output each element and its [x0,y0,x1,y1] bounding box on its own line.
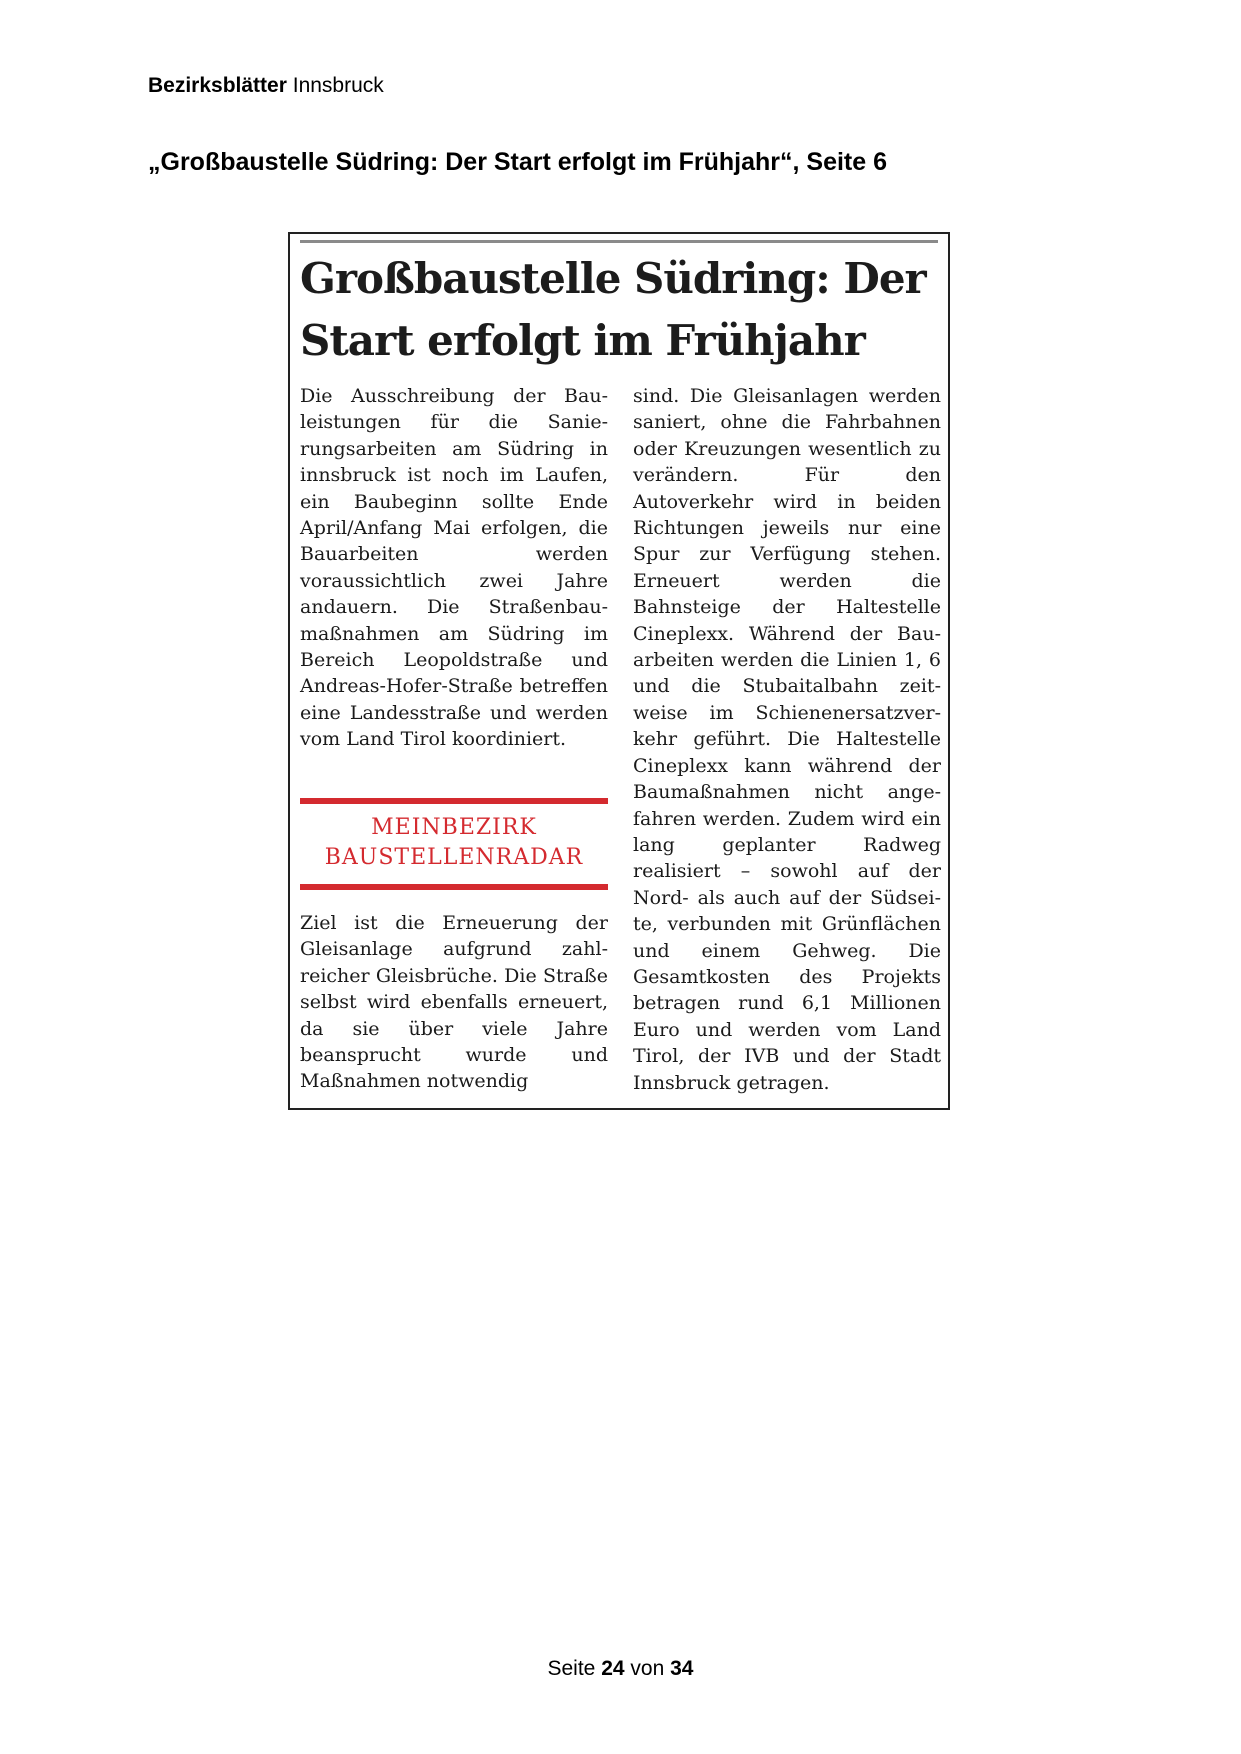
radar-bottom-rule [300,884,608,890]
page-header [148,74,384,98]
article-column-right: sind. Die Gleisanlagen werden saniert, ohne die Fahrbahnen oder Kreuzungen wesentlich zu verändern. Für den Autoverkehr wird in beiden Richtungen jeweils nur eine Spur zur Verfügung stehen. Erneuert werden die Bahnsteige der Haltestelle Cineplexx. Während der Bauarbeiten werden die Linien 1, 6 und die Stubaitalbahn zeitweise im Schienenersatzverkehr geführt. Die Haltestelle Cineplexx kann während der Baumaßnahmen nicht angefahren werden. Zudem wird ein lang geplanter Radweg realisiert – sowohl auf der Nord- als auch auf der Südseite, verbunden mit Grünflächen und einem Gehweg. Die Gesamtkosten des Projekts betragen rund 6,1 Millionen Euro und werden vom Land Tirol, der IVB und der Stadt Innsbruck getragen. [633,385,941,1094]
page-footer [0,1657,1241,1681]
clipping-top-rule [300,240,938,243]
footer-page-word: Seite [547,1657,596,1680]
article-column-left-top: Die Ausschreibung der Bauleistungen für die Sanierungsarbeiten am Südring in innsbruck ist noch im Laufen, ein Baubeginn sollte Ende April/Anfang Mai erfolgen, die Bauarbeiten werden voraussichtlich zwei Jahre andauern. Die Straßenbaumaßnahmen am Südring im Bereich Leopoldstraße und Andreas-Hofer-Straße betreffen eine Landesstraße und werden vom Land Tirol koordiniert. [300,385,608,751]
article-reference: „Großbaustelle Südring: Der Start erfolgt im Frühjahr“, Seite 6 [148,148,888,176]
newspaper-clipping [288,232,950,1110]
clipping-headline: Großbaustelle Südring: Der Start erfolgt im Frühjahr [300,254,926,365]
radar-top-rule [300,798,608,804]
footer-current-page: 24 [601,1657,625,1680]
footer-total-pages: 34 [670,1657,694,1680]
radar-label-line2: BAUSTELLENRADAR [324,845,584,870]
publication-region: Innsbruck [292,74,384,97]
footer-of-word: von [630,1657,665,1680]
radar-label-line1: MEINBEZIRK [371,815,537,840]
baustellenradar-box [300,798,608,890]
publication-name: Bezirksblätter [148,74,287,97]
article-column-left-bottom: Ziel ist die Erneuerung der Gleisanlage aufgrund zahlreicher Gleisbrüche. Die Straße selbst wird ebenfalls erneuert, da sie über viele Jahre beansprucht wurde und Maßnahmen notwendig [300,912,608,1093]
radar-label [300,813,608,873]
